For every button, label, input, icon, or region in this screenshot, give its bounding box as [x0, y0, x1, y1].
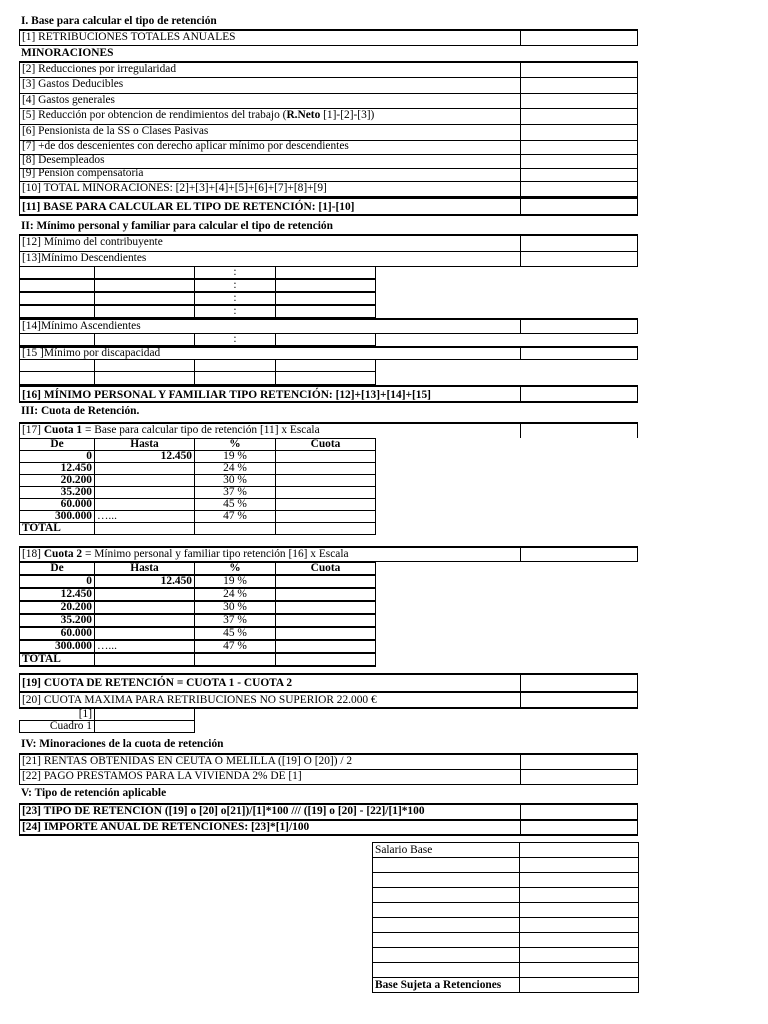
section-2-title: II: Mínimo personal y familiar para calcular el tipo de retención [21, 220, 333, 232]
salary-row [373, 873, 639, 888]
row-17 [19, 422, 638, 438]
label-cell: De [20, 439, 95, 451]
scale-row [20, 640, 376, 653]
scale-row [20, 463, 376, 475]
row-13-value-cell[interactable] [520, 252, 638, 266]
row-15-label: [15 ]Mínimo por discapacidad [22, 347, 161, 359]
input-cell[interactable] [276, 360, 376, 372]
label-cell: : [195, 305, 276, 318]
input-cell[interactable] [373, 948, 520, 963]
row-6-value-cell[interactable] [520, 125, 638, 140]
row-16-value-cell[interactable] [520, 387, 638, 401]
row-12 [19, 234, 638, 251]
row-5-label: [5] Reducción por obtencion de rendimientos del trabajo (R.Neto [1]-[2]-[3]) [22, 109, 375, 121]
input-cell[interactable] [276, 653, 376, 666]
input-cell[interactable] [276, 614, 376, 627]
salary-table [372, 842, 639, 993]
table-cell [95, 627, 195, 640]
table-cell: 37 % [195, 487, 276, 499]
input-cell[interactable] [373, 873, 520, 888]
table-cell [95, 463, 195, 475]
section-1-title: I. Base para calcular el tipo de retención [21, 15, 217, 27]
row-6 [19, 124, 638, 140]
input-cell[interactable] [276, 305, 376, 318]
table-cell: 60.000 [20, 627, 95, 640]
label-cell: : [195, 292, 276, 305]
row-20-value-cell[interactable] [520, 693, 638, 707]
scale-total-row [20, 653, 376, 666]
scale-row [20, 627, 376, 640]
input-cell[interactable] [95, 721, 195, 733]
discapacidad-grid [19, 359, 376, 385]
input-cell[interactable] [95, 292, 195, 305]
table-cell: 30 % [195, 601, 276, 614]
input-cell[interactable] [20, 279, 95, 292]
input-cell[interactable] [373, 918, 520, 933]
input-cell[interactable] [373, 858, 520, 873]
scale-row [20, 588, 376, 601]
section-3-title: III: Cuota de Retención. [21, 405, 140, 417]
label-cell: Hasta [95, 439, 195, 451]
input-cell[interactable] [276, 334, 376, 346]
table-cell: 24 % [195, 463, 276, 475]
salary-row [373, 918, 639, 933]
row-18 [19, 546, 638, 562]
row-9-label: [9] Pensión compensatoria [22, 167, 144, 179]
label-cell: Base Sujeta a Retenciones [373, 978, 520, 993]
row-19-label: [19] CUOTA DE RETENCIÓN = CUOTA 1 - CUOTA 2 [22, 677, 293, 689]
label-cell: Cuadro 1 [20, 721, 95, 733]
table-cell [95, 588, 195, 601]
table-cell: …... [95, 640, 195, 653]
input-cell[interactable] [20, 292, 95, 305]
input-cell[interactable] [195, 523, 276, 535]
row-2-value-cell[interactable] [520, 63, 638, 77]
row-9-value-cell[interactable] [520, 169, 638, 181]
scale-row [20, 487, 376, 499]
salary-row [373, 843, 639, 858]
table-cell: 35.200 [20, 487, 95, 499]
label-cell: TOTAL [20, 653, 95, 666]
salary-row [373, 948, 639, 963]
grid-row [20, 360, 376, 372]
row-16-label: [16] MÍNIMO PERSONAL Y FAMILIAR TIPO RETENCIÓN: [12]+[13]+[14]+[15] [22, 389, 431, 401]
input-cell[interactable] [195, 372, 276, 385]
input-cell[interactable] [276, 640, 376, 653]
scale-row [20, 601, 376, 614]
salary-row [373, 903, 639, 918]
input-cell[interactable] [373, 933, 520, 948]
salary-total-row [373, 978, 639, 993]
row-1-value-cell[interactable] [520, 31, 638, 45]
table-cell [95, 475, 195, 487]
input-cell[interactable] [520, 948, 639, 963]
row-14-value-cell[interactable] [520, 320, 638, 333]
input-cell[interactable] [95, 523, 195, 535]
scale-row [20, 614, 376, 627]
input-cell[interactable] [520, 963, 639, 978]
row-19-value-cell[interactable] [520, 675, 638, 691]
row-5 [19, 108, 638, 124]
input-cell[interactable] [95, 334, 195, 346]
input-cell[interactable] [276, 601, 376, 614]
scale-header-row [20, 439, 376, 451]
row-5-value-cell[interactable] [520, 109, 638, 124]
scale-row [20, 499, 376, 511]
row-11 [19, 197, 638, 216]
row-6-label: [6] Pensionista de la SS o Clases Pasivas [22, 125, 209, 137]
table-cell: 35.200 [20, 614, 95, 627]
input-cell[interactable] [276, 451, 376, 463]
input-cell[interactable] [276, 487, 376, 499]
row-21 [19, 753, 638, 769]
input-cell[interactable] [520, 978, 639, 993]
input-cell[interactable] [95, 709, 195, 721]
row-3-value-cell[interactable] [520, 78, 638, 93]
label-cell: : [195, 279, 276, 292]
input-cell[interactable] [95, 267, 195, 280]
label-cell: Salario Base [373, 843, 520, 858]
scale-row [20, 475, 376, 487]
table-cell [95, 614, 195, 627]
row-14-label: [14]Mínimo Ascendientes [22, 320, 141, 332]
table-cell: 12.450 [20, 588, 95, 601]
input-cell[interactable] [276, 292, 376, 305]
input-cell[interactable] [276, 372, 376, 385]
input-cell[interactable] [276, 463, 376, 475]
input-cell[interactable] [276, 523, 376, 535]
row-19 [19, 673, 638, 691]
grid-row [20, 334, 376, 346]
row-16 [19, 385, 638, 403]
section-5-title: V: Tipo de retención aplicable [21, 787, 167, 799]
row-14 [19, 318, 638, 334]
table-cell: 47 % [195, 640, 276, 653]
input-cell[interactable] [520, 873, 639, 888]
input-cell[interactable] [520, 918, 639, 933]
input-cell[interactable] [520, 903, 639, 918]
row-9 [19, 168, 638, 181]
label-cell: Cuota [276, 439, 376, 451]
row-1-label: [1] RETRIBUCIONES TOTALES ANUALES [22, 31, 236, 43]
label-cell: [1] [20, 709, 95, 721]
label-cell: % [195, 439, 276, 451]
row-17-label: [17] Cuota 1 = Base para calcular tipo de retención [11] x Escala [22, 424, 320, 436]
input-cell[interactable] [95, 305, 195, 318]
input-cell[interactable] [520, 843, 639, 858]
table-cell: 300.000 [20, 640, 95, 653]
table-cell [95, 487, 195, 499]
table-cell [95, 601, 195, 614]
table-cell: 24 % [195, 588, 276, 601]
row-24 [19, 819, 638, 836]
table-cell: 12.450 [95, 451, 195, 463]
minoraciones-heading: MINORACIONES [21, 47, 114, 59]
section-4-title: IV: Minoraciones de la cuota de retención [21, 738, 224, 750]
row-15-value-cell[interactable] [520, 348, 638, 359]
table-cell: 12.450 [20, 463, 95, 475]
row-17-value-cell[interactable] [520, 424, 638, 438]
table-cell: 20.200 [20, 475, 95, 487]
row-4 [19, 93, 638, 108]
table-cell: 0 [20, 575, 95, 588]
cuadro-1-table [19, 708, 195, 733]
ascendientes-grid [19, 333, 376, 346]
row-15 [19, 346, 638, 360]
table-cell: 30 % [195, 475, 276, 487]
row-18-value-cell[interactable] [520, 548, 638, 561]
row-22-label: [22] PAGO PRESTAMOS PARA LA VIVIENDA 2% DE [1] [22, 770, 302, 782]
scale-row [20, 451, 376, 463]
input-cell[interactable] [95, 372, 195, 385]
row-23 [19, 803, 638, 819]
input-cell[interactable] [20, 360, 95, 372]
input-cell[interactable] [276, 627, 376, 640]
cuadro-1-row [20, 709, 195, 721]
table-cell: …... [95, 511, 195, 523]
row-13-label: [13]Mínimo Descendientes [22, 252, 147, 264]
salary-row [373, 858, 639, 873]
row-7-label: [7] +de dos descenientes con derecho aplicar mínimo por descendientes [22, 140, 349, 152]
row-4-value-cell[interactable] [520, 94, 638, 108]
scale-header-row [20, 563, 376, 576]
table-cell [95, 499, 195, 511]
scale-total-row [20, 523, 376, 535]
input-cell[interactable] [276, 499, 376, 511]
row-10 [19, 181, 638, 197]
row-22 [19, 769, 638, 785]
input-cell[interactable] [195, 360, 276, 372]
grid-row [20, 292, 376, 305]
table-cell: 45 % [195, 499, 276, 511]
row-20-label: [20] CUOTA MAXIMA PARA RETRIBUCIONES NO SUPERIOR 22.000 € [22, 694, 377, 706]
table-cell: 37 % [195, 614, 276, 627]
input-cell[interactable] [276, 575, 376, 588]
row-13 [19, 251, 638, 267]
input-cell[interactable] [373, 963, 520, 978]
cuadro-1-label-row [20, 721, 195, 733]
input-cell[interactable] [520, 933, 639, 948]
table-cell: 19 % [195, 451, 276, 463]
row-21-label: [21] RENTAS OBTENIDAS EN CEUTA O MELILLA ([19] O [20]) / 2 [22, 755, 353, 767]
table-cell: 19 % [195, 575, 276, 588]
row-2 [19, 61, 638, 77]
row-1-retribuciones [19, 29, 638, 46]
row-3-label: [3] Gastos Deducibles [22, 78, 124, 90]
cuota-1-scale-table [19, 438, 376, 535]
input-cell[interactable] [20, 334, 95, 346]
table-cell: 20.200 [20, 601, 95, 614]
input-cell[interactable] [20, 372, 95, 385]
table-cell: 0 [20, 451, 95, 463]
row-20 [19, 691, 638, 709]
input-cell[interactable] [276, 588, 376, 601]
row-24-label: [24] IMPORTE ANUAL DE RETENCIONES: [23]*[1]/100 [22, 821, 310, 833]
scale-row [20, 575, 376, 588]
input-cell[interactable] [276, 475, 376, 487]
row-12-label: [12] Mínimo del contribuyente [22, 236, 163, 248]
row-11-value-cell[interactable] [520, 199, 638, 214]
input-cell[interactable] [520, 888, 639, 903]
input-cell[interactable] [20, 305, 95, 318]
row-22-value-cell[interactable] [520, 770, 638, 784]
salary-row [373, 963, 639, 978]
row-8-label: [8] Desempleados [22, 154, 105, 166]
table-cell: 12.450 [95, 575, 195, 588]
row-10-label: [10] TOTAL MINORACIONES: [2]+[3]+[4]+[5]+[6]+[7]+[8]+[9] [22, 182, 327, 194]
table-cell: 300.000 [20, 511, 95, 523]
grid-row [20, 305, 376, 318]
input-cell[interactable] [195, 653, 276, 666]
row-24-value-cell[interactable] [520, 821, 638, 834]
grid-row [20, 267, 376, 280]
scale-row [20, 511, 376, 523]
label-cell: % [195, 563, 276, 576]
table-cell: 45 % [195, 627, 276, 640]
row-8-value-cell[interactable] [520, 155, 638, 168]
cuota-2-scale-table [19, 562, 376, 667]
input-cell[interactable] [276, 267, 376, 280]
salary-row [373, 933, 639, 948]
label-cell: Hasta [95, 563, 195, 576]
row-4-label: [4] Gastos generales [22, 94, 115, 106]
row-23-value-cell[interactable] [520, 805, 638, 819]
row-2-label: [2] Reducciones por irregularidad [22, 63, 177, 75]
input-cell[interactable] [95, 279, 195, 292]
label-cell: De [20, 563, 95, 576]
row-3 [19, 77, 638, 93]
salary-row [373, 888, 639, 903]
input-cell[interactable] [373, 903, 520, 918]
table-cell: 60.000 [20, 499, 95, 511]
input-cell[interactable] [373, 888, 520, 903]
input-cell[interactable] [95, 653, 195, 666]
row-21-value-cell[interactable] [520, 755, 638, 769]
label-cell: Cuota [276, 563, 376, 576]
label-cell: : [195, 334, 276, 346]
row-7 [19, 140, 638, 154]
row-11-label: [11] BASE PARA CALCULAR EL TIPO DE RETENCIÓN: [1]-[10] [22, 201, 355, 213]
input-cell[interactable] [276, 511, 376, 523]
label-cell: : [195, 267, 276, 280]
grid-row [20, 279, 376, 292]
input-cell[interactable] [20, 267, 95, 280]
row-7-value-cell[interactable] [520, 141, 638, 154]
row-12-value-cell[interactable] [520, 236, 638, 251]
input-cell[interactable] [520, 858, 639, 873]
input-cell[interactable] [95, 360, 195, 372]
label-cell: TOTAL [20, 523, 95, 535]
input-cell[interactable] [276, 279, 376, 292]
row-10-value-cell[interactable] [520, 182, 638, 196]
table-cell: 47 % [195, 511, 276, 523]
row-23-label: [23] TIPO DE RETENCIÓN ([19] o [20] o[21])/[1]*100 /// ([19] o [20] - [22]/[1]*100 [22, 805, 425, 817]
grid-row [20, 372, 376, 385]
row-18-label: [18] Cuota 2 = Mínimo personal y familiar tipo retención [16] x Escala [22, 548, 349, 560]
descendientes-grid [19, 266, 376, 319]
